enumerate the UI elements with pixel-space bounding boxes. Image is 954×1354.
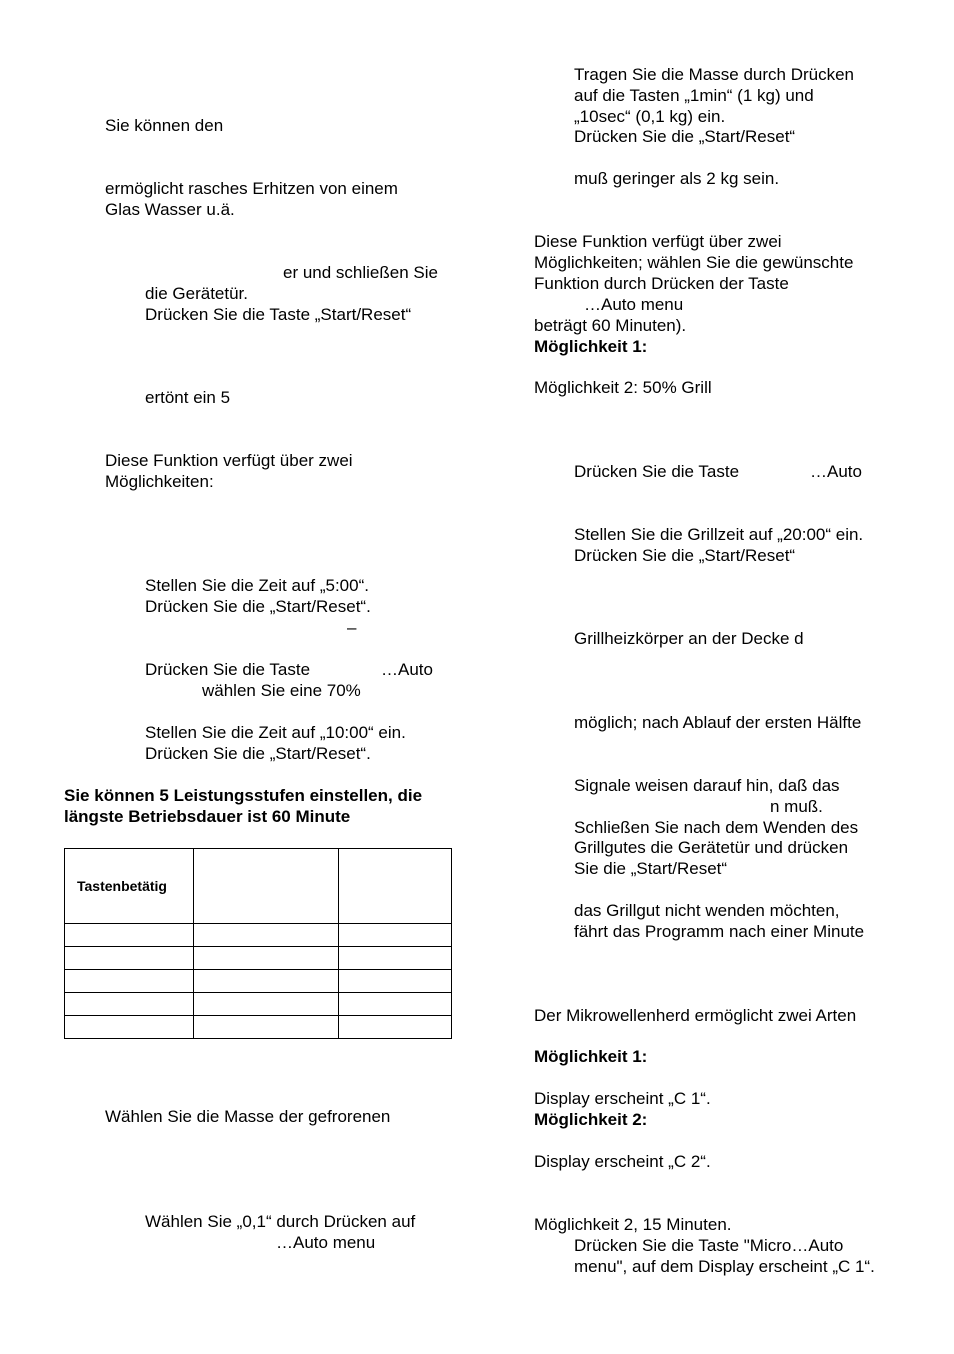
table-cell bbox=[339, 1016, 452, 1039]
right-text: menu", auf dem Display erscheint „C 1“. bbox=[574, 1257, 875, 1276]
left-text: Diese Funktion verfügt über zwei bbox=[105, 451, 353, 470]
right-text: auf die Tasten „1min“ (1 kg) und bbox=[574, 86, 814, 105]
left-text: Drücken Sie die „Start/Reset“. bbox=[145, 597, 371, 616]
table-header-cell bbox=[194, 849, 339, 924]
right-text: beträgt 60 Minuten). bbox=[534, 316, 687, 335]
right-text: Grillheizkörper an der Decke d bbox=[574, 629, 804, 648]
left-text: ertönt ein 5 bbox=[145, 388, 231, 407]
table-cell bbox=[339, 993, 452, 1016]
right-text: Tragen Sie die Masse durch Drücken bbox=[574, 65, 855, 84]
right-text: das Grillgut nicht wenden möchten, bbox=[574, 901, 840, 920]
right-text: Möglichkeiten; wählen Sie die gewünschte bbox=[534, 253, 854, 272]
right-text: …Auto bbox=[810, 462, 862, 481]
right-text: Möglichkeit 2: 50% Grill bbox=[534, 378, 712, 397]
table-row bbox=[65, 993, 452, 1016]
option-heading: Möglichkeit 1: bbox=[534, 1047, 648, 1066]
left-text: Drücken Sie die Taste bbox=[145, 660, 311, 679]
table-row bbox=[65, 970, 452, 993]
right-text: Der Mikrowellenherd ermöglicht zwei Arten bbox=[534, 1006, 857, 1025]
table-row bbox=[65, 947, 452, 970]
right-text: „10sec“ (0,1 kg) ein. bbox=[574, 107, 726, 126]
table-cell bbox=[65, 993, 194, 1016]
left-text: Möglichkeiten: bbox=[105, 472, 214, 491]
left-text: Drücken Sie die Taste „Start/Reset“ bbox=[145, 305, 412, 324]
option-heading: Möglichkeit 2: bbox=[534, 1110, 648, 1129]
table-cell bbox=[194, 947, 339, 970]
left-text: Stellen Sie die Zeit auf „5:00“. bbox=[145, 576, 369, 595]
left-text: wählen Sie eine 70% bbox=[202, 681, 361, 700]
left-text: ermöglicht rasches Erhitzen von einem bbox=[105, 179, 398, 198]
left-text: Wählen Sie die Masse der gefrorenen bbox=[105, 1107, 391, 1126]
right-text: Stellen Sie die Grillzeit auf „20:00“ ein. bbox=[574, 525, 864, 544]
table-cell bbox=[65, 947, 194, 970]
section-heading: längste Betriebsdauer ist 60 Minute bbox=[64, 807, 351, 826]
right-text: n muß. bbox=[770, 797, 823, 816]
right-text: Sie die „Start/Reset“ bbox=[574, 859, 728, 878]
left-text: – bbox=[347, 618, 357, 637]
left-text: Stellen Sie die Zeit auf „10:00“ ein. bbox=[145, 723, 406, 742]
right-text: Signale weisen darauf hin, daß das bbox=[574, 776, 840, 795]
table-row bbox=[65, 924, 452, 947]
left-text: …Auto bbox=[381, 660, 433, 679]
right-text: Möglichkeit 2, 15 Minuten. bbox=[534, 1215, 732, 1234]
table-cell bbox=[339, 924, 452, 947]
right-text: Drücken Sie die „Start/Reset“ bbox=[574, 546, 796, 565]
table-cell bbox=[339, 947, 452, 970]
left-text: er und schließen Sie bbox=[283, 263, 438, 282]
section-heading: Sie können 5 Leistungsstufen einstellen, die bbox=[64, 786, 423, 805]
table-cell bbox=[65, 1016, 194, 1039]
table-cell bbox=[65, 924, 194, 947]
option-heading: Möglichkeit 1: bbox=[534, 337, 648, 356]
left-text: …Auto menu bbox=[276, 1233, 376, 1252]
table-cell bbox=[65, 970, 194, 993]
left-text: Drücken Sie die „Start/Reset“. bbox=[145, 744, 371, 763]
table-cell bbox=[339, 970, 452, 993]
right-text: Grillgutes die Gerätetür und drücken bbox=[574, 838, 849, 857]
table-header-cell bbox=[339, 849, 452, 924]
right-text: möglich; nach Ablauf der ersten Hälfte bbox=[574, 713, 862, 732]
table-cell bbox=[194, 1016, 339, 1039]
table-cell bbox=[194, 924, 339, 947]
right-text: Drücken Sie die Taste bbox=[574, 462, 740, 481]
table-cell bbox=[194, 993, 339, 1016]
table-row bbox=[65, 1016, 452, 1039]
left-text: Wählen Sie „0,1“ durch Drücken auf bbox=[145, 1212, 416, 1231]
right-text: Display erscheint „C 1“. bbox=[534, 1089, 711, 1108]
right-text: Schließen Sie nach dem Wenden des bbox=[574, 818, 859, 837]
right-text: fährt das Programm nach einer Minute bbox=[574, 922, 865, 941]
power-level-table bbox=[64, 848, 452, 1039]
left-text: die Gerätetür. bbox=[145, 284, 249, 303]
right-text: Diese Funktion verfügt über zwei bbox=[534, 232, 782, 251]
right-text: …Auto menu bbox=[584, 295, 684, 314]
right-text: Display erscheint „C 2“. bbox=[534, 1152, 711, 1171]
table-header-cell: Tastenbetätig bbox=[65, 849, 194, 924]
right-text: muß geringer als 2 kg sein. bbox=[574, 169, 780, 188]
right-text: Drücken Sie die „Start/Reset“ bbox=[574, 127, 796, 146]
table-cell bbox=[194, 970, 339, 993]
right-text: Funktion durch Drücken der Taste bbox=[534, 274, 789, 293]
right-text: Drücken Sie die Taste "Micro…Auto bbox=[574, 1236, 844, 1255]
left-text: Glas Wasser u.ä. bbox=[105, 200, 235, 219]
left-text: Sie können den bbox=[105, 116, 224, 135]
